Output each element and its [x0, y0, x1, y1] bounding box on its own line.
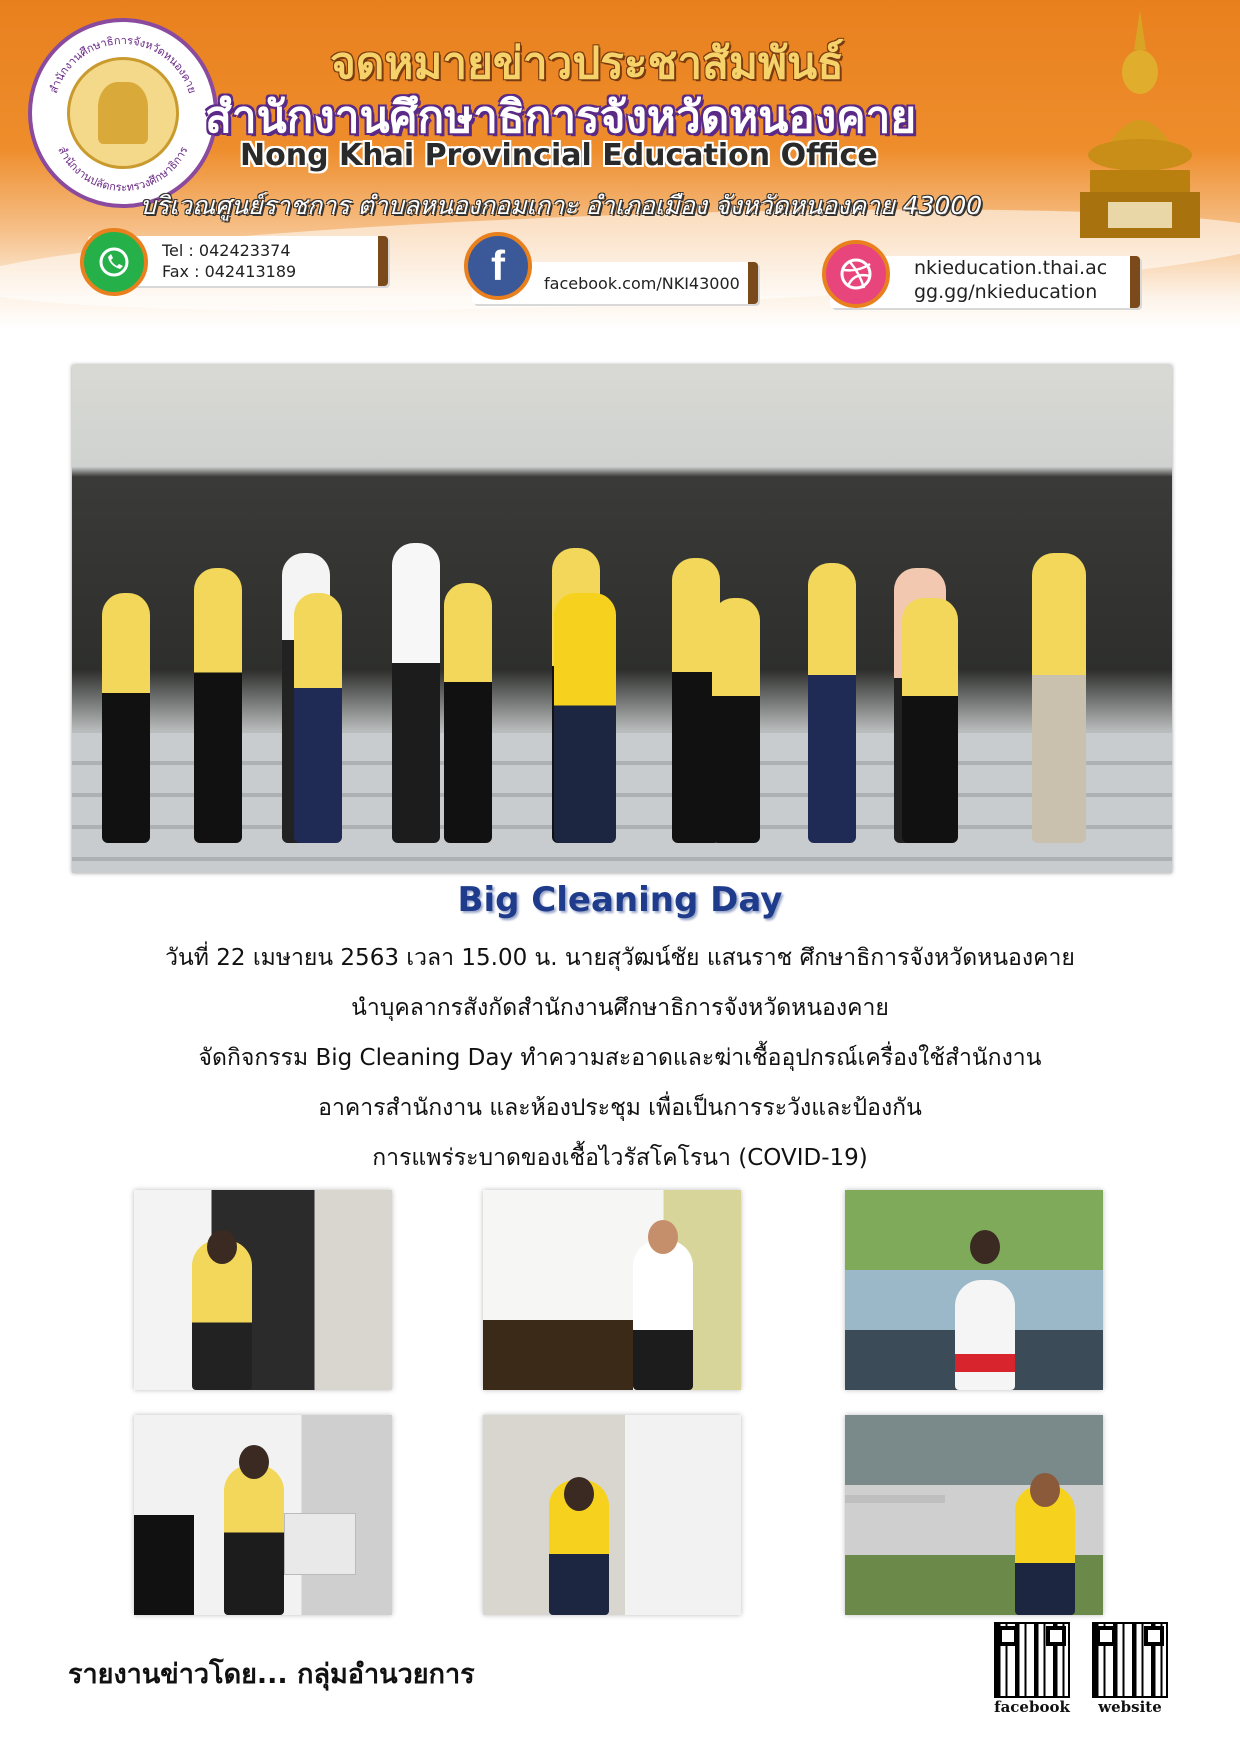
photo-desk — [483, 1320, 633, 1390]
photo-person-head — [564, 1477, 594, 1511]
website-qr-code[interactable] — [1090, 1622, 1170, 1718]
facebook-qr-label: facebook — [994, 1698, 1070, 1716]
office-name-thai: สำนักงานศึกษาธิการจังหวัดหนองคาย — [205, 92, 917, 143]
photo-person-head — [970, 1230, 1000, 1264]
phone-fax: Fax : 042413189 — [162, 262, 297, 281]
article-line: จัดกิจกรรม Big Cleaning Day ทำความสะอาดและฆ่าเชื้ออุปกรณ์เครื่องใช้สำนักงาน — [198, 1045, 1042, 1071]
photo-person-head — [648, 1220, 678, 1254]
seal-emblem-core — [98, 82, 148, 144]
photo-person-head — [207, 1230, 237, 1264]
group-photo — [72, 365, 1172, 873]
newsletter-title: จดหมายข่าวประชาสัมพันธ์ — [330, 38, 844, 89]
header-banner — [0, 0, 1240, 330]
facebook-qr-code[interactable] — [992, 1622, 1072, 1718]
office-seal-logo — [28, 18, 218, 208]
photo-person — [102, 593, 150, 843]
photo-railing — [845, 1495, 945, 1503]
reporter-credit: รายงานข่าวโดย... กลุ่มอำนวยการ — [68, 1659, 475, 1690]
article-line: อาคารสำนักงาน และห้องประชุม เพื่อเป็นการระวังและป้องกัน — [318, 1095, 922, 1121]
facebook-qr-image — [994, 1622, 1070, 1698]
photo-person — [194, 568, 242, 843]
photo-chair — [134, 1515, 194, 1615]
seal-text-bottom: สำนักงานปลัดกระทรวงศึกษาธิการ — [55, 144, 191, 195]
activity-photo-cabinet — [483, 1415, 741, 1615]
activity-photo-door — [134, 1190, 392, 1390]
photo-person — [554, 593, 616, 843]
dribbble-icon — [822, 240, 890, 308]
contact-facebook — [472, 242, 758, 304]
activity-photo-meeting-table — [845, 1190, 1103, 1390]
photo-person — [633, 1240, 693, 1390]
article-headline: Big Cleaning Day — [457, 880, 783, 920]
facebook-icon: f — [464, 232, 532, 300]
photo-person — [294, 593, 342, 843]
website-qr-label: website — [1098, 1698, 1162, 1716]
activity-photo-railing — [845, 1415, 1103, 1615]
article-line: การแพร่ระบาดของเชื้อไวรัสโคโรนา (COVID-19) — [372, 1145, 868, 1171]
photo-printer — [284, 1513, 356, 1575]
website-qr-image — [1092, 1622, 1168, 1698]
golden-buddha-statue-image — [1060, 10, 1220, 250]
contact-phone — [88, 236, 388, 286]
seal-text-top: สำนักงานศึกษาธิการจังหวัดหนองคาย — [47, 33, 199, 96]
photo-person — [808, 563, 856, 843]
photo-person — [902, 598, 958, 843]
photo-person — [224, 1465, 284, 1615]
photo-person — [444, 583, 492, 843]
activity-photo-desk — [483, 1190, 741, 1390]
photo-person-head — [1030, 1473, 1060, 1507]
article-line: วันที่ 22 เมษายน 2563 เวลา 15.00 น. นายสุวัฒน์ชัย แสนราช ศึกษาธิการจังหวัดหนองคาย — [165, 945, 1075, 971]
photo-person — [712, 598, 760, 843]
photo-person-head — [239, 1445, 269, 1479]
office-address: บริเวณศูนย์ราชการ ตำบลหนองกอมเกาะ อำเภอเมือง จังหวัดหนองคาย 43000 — [140, 191, 983, 220]
facebook-url: facebook.com/NKI43000 — [544, 274, 740, 293]
contact-website — [830, 256, 1140, 308]
website-url-1: nkieducation.thai.ac — [914, 257, 1108, 279]
activity-photo-printer — [134, 1415, 392, 1615]
whatsapp-icon — [80, 228, 148, 296]
phone-tel: Tel : 042423374 — [162, 241, 291, 260]
photo-red-cloth — [955, 1354, 1015, 1372]
office-name-english: Nong Khai Provincial Education Office — [240, 138, 878, 173]
website-url-2: gg.gg/nkieducation — [914, 281, 1098, 303]
article-line: นำบุคลากรสังกัดสำนักงานศึกษาธิการจังหวัดหนองคาย — [351, 995, 889, 1021]
seal-emblem — [67, 57, 179, 169]
photo-person — [1032, 553, 1086, 843]
photo-person — [955, 1280, 1015, 1390]
photo-person — [392, 543, 440, 843]
